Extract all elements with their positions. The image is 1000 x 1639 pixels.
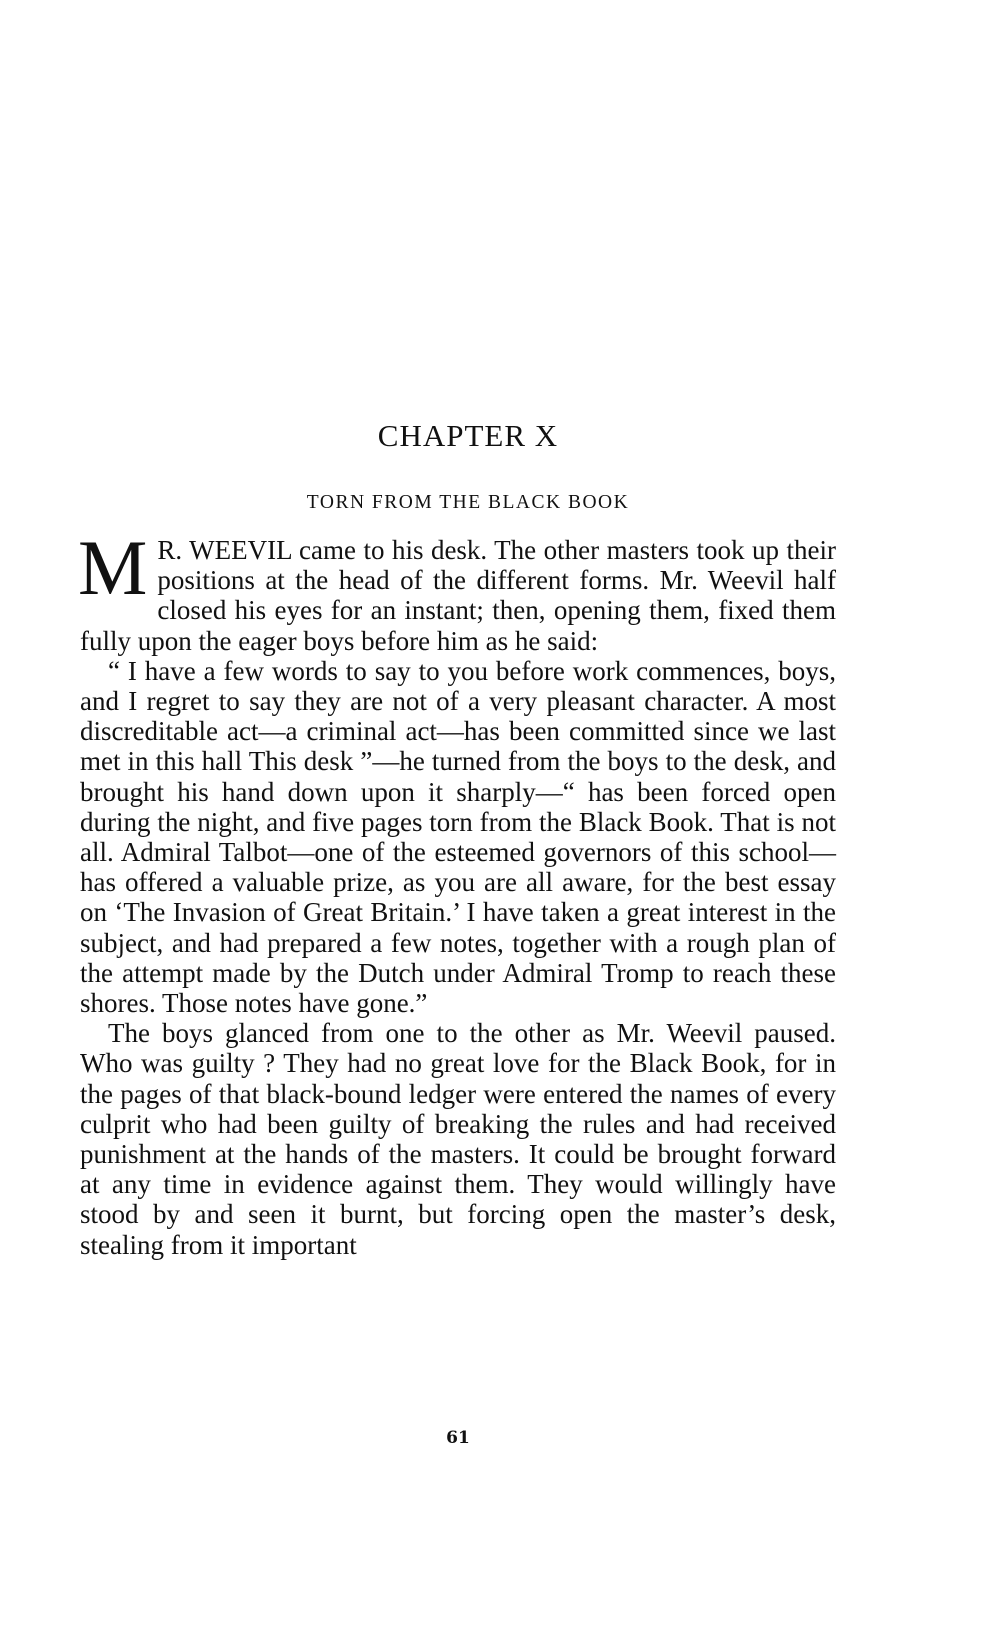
paragraph-1	[78, 524, 836, 656]
paragraph-3: The boys glanced from one to the other as Mr. Weevil paused. Who was guilty ? They had no great love for the Black Book, for in the pages of that black-bound ledger were entered the names of every culprit who had been guilty of breaking the rules and had received punishment at the hands of the masters. It could be brought forward at any time in evidence against them. They would willingly have stood by and seen it burnt, but forcing open the master’s desk, stealing from it important	[80, 1018, 836, 1260]
drop-cap: M	[78, 524, 148, 611]
paragraph-2: “ I have a few words to say to you before work commences, boys, and I regret to say they are not of a very pleasant character. A most discreditable act—a criminal act—has been committed since we last met in this hall This desk ”—he turned from the boys to the desk, and brought his hand down upon it sharply—“ has been forced open during the night, and five pages torn from the Black Book. That is not all. Admiral Talbot—one of the esteemed governors of this school—has offered a valuable prize, as you are all aware, for the best essay on ‘The Invasion of Great Britain.’ I have taken a great interest in the subject, and had prepared a few notes, together with a rough plan of the attempt made by the Dutch under Admiral Tromp to reach these shores. Those notes have gone.”	[80, 655, 836, 1019]
paragraph-1-text: R. WEEVIL came to his desk. The other masters took up their positions at the head of the different forms. Mr. Weevil half closed his eyes for an instant; then, opening them, fixed them fully upon the eager boys before him as he said:	[80, 535, 836, 656]
chapter-number: CHAPTER X	[377, 418, 559, 453]
chapter-body	[78, 524, 836, 1260]
chapter-title: TORN FROM THE BLACK BOOK	[306, 492, 630, 513]
page-number: 61	[446, 1428, 470, 1448]
